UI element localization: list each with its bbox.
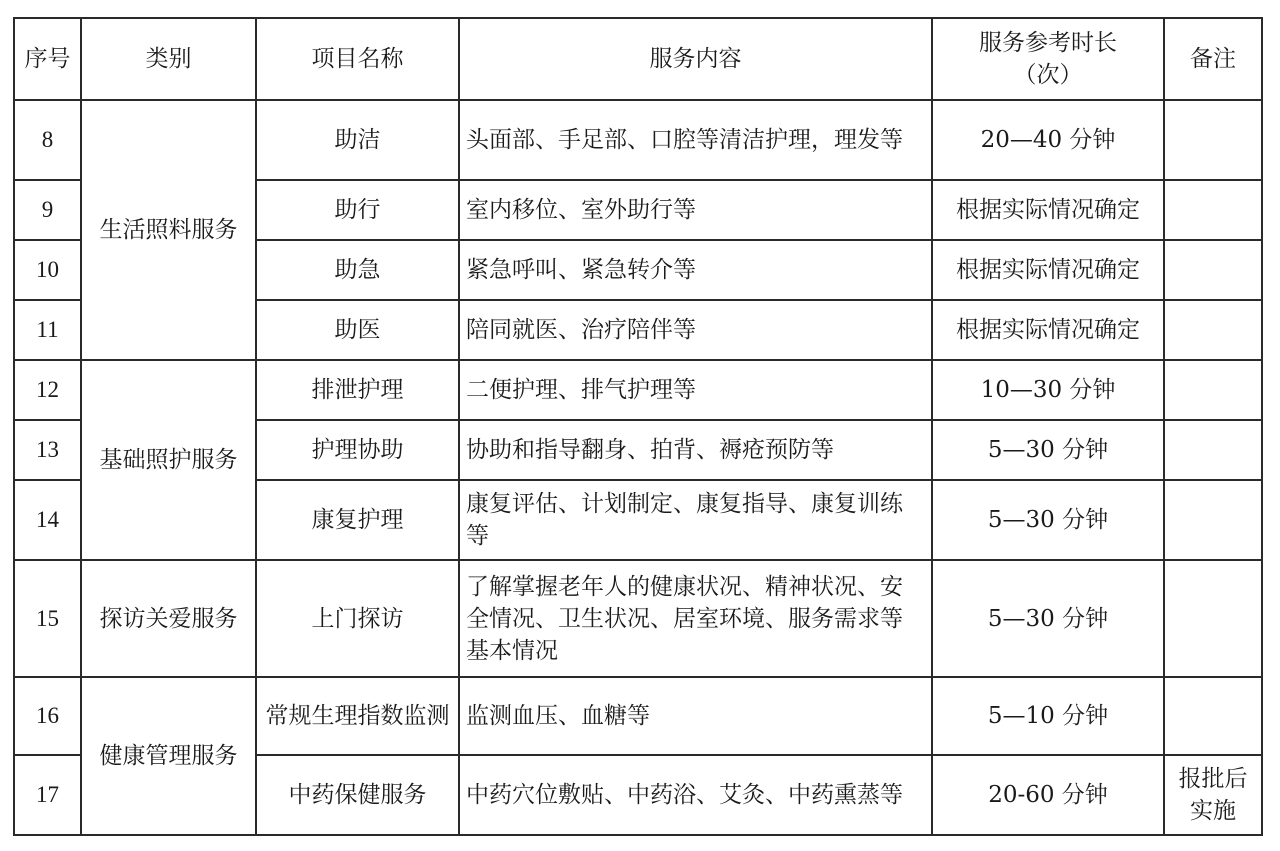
row-duration: 根据实际情况确定 <box>932 180 1164 240</box>
row-duration: 5—30 分钟 <box>932 480 1164 560</box>
row-remark <box>1164 240 1262 300</box>
row-seq: 11 <box>14 300 81 360</box>
category-cell: 基础照护服务 <box>81 360 256 560</box>
row-duration: 根据实际情况确定 <box>932 300 1164 360</box>
row-remark <box>1164 420 1262 480</box>
row-duration: 5—10 分钟 <box>932 677 1164 755</box>
table-row <box>14 560 1262 677</box>
category-cell: 健康管理服务 <box>81 677 256 835</box>
row-content: 头面部、手足部、口腔等清洁护理，理发等 <box>459 100 932 180</box>
category-cell: 探访关爱服务 <box>81 560 256 677</box>
row-item: 上门探访 <box>256 560 459 677</box>
row-item: 护理协助 <box>256 420 459 480</box>
row-seq: 12 <box>14 360 81 420</box>
row-content: 室内移位、室外助行等 <box>459 180 932 240</box>
row-item: 助洁 <box>256 100 459 180</box>
row-content: 二便护理、排气护理等 <box>459 360 932 420</box>
category-cell: 生活照料服务 <box>81 100 256 360</box>
row-item: 康复护理 <box>256 480 459 560</box>
row-content: 了解掌握老年人的健康状况、精神状况、安全情况、卫生状况、居室环境、服务需求等基本情况 <box>459 560 932 677</box>
header-remark: 备注 <box>1164 18 1262 100</box>
row-content: 监测血压、血糖等 <box>459 677 932 755</box>
row-seq: 17 <box>14 755 81 835</box>
row-content: 紧急呼叫、紧急转介等 <box>459 240 932 300</box>
service-table <box>13 17 1263 836</box>
row-remark <box>1164 360 1262 420</box>
header-duration-label: 服务参考时长 <box>979 30 1117 56</box>
row-item: 助急 <box>256 240 459 300</box>
row-seq: 9 <box>14 180 81 240</box>
header-seq: 序号 <box>14 18 81 100</box>
header-category: 类别 <box>81 18 256 100</box>
row-item: 助医 <box>256 300 459 360</box>
row-content: 康复评估、计划制定、康复指导、康复训练等 <box>459 480 932 560</box>
row-seq: 15 <box>14 560 81 677</box>
row-seq: 10 <box>14 240 81 300</box>
row-duration: 根据实际情况确定 <box>932 240 1164 300</box>
header-item: 项目名称 <box>256 18 459 100</box>
row-seq: 16 <box>14 677 81 755</box>
table-row <box>14 360 1262 420</box>
row-content: 协助和指导翻身、拍背、褥疮预防等 <box>459 420 932 480</box>
row-remark: 报批后实施 <box>1164 755 1262 835</box>
row-remark <box>1164 560 1262 677</box>
row-remark <box>1164 300 1262 360</box>
row-duration: 5—30 分钟 <box>932 560 1164 677</box>
row-duration: 10—30 分钟 <box>932 360 1164 420</box>
row-seq: 13 <box>14 420 81 480</box>
row-duration: 20-60 分钟 <box>932 755 1164 835</box>
row-duration: 20—40 分钟 <box>932 100 1164 180</box>
header-row <box>14 18 1262 100</box>
row-seq: 14 <box>14 480 81 560</box>
header-content: 服务内容 <box>459 18 932 100</box>
row-duration: 5—30 分钟 <box>932 420 1164 480</box>
table-row <box>14 677 1262 755</box>
row-content: 陪同就医、治疗陪伴等 <box>459 300 932 360</box>
row-item: 常规生理指数监测 <box>256 677 459 755</box>
row-remark <box>1164 100 1262 180</box>
header-duration <box>932 18 1164 100</box>
row-item: 排泄护理 <box>256 360 459 420</box>
row-remark <box>1164 180 1262 240</box>
row-content: 中药穴位敷贴、中药浴、艾灸、中药熏蒸等 <box>459 755 932 835</box>
row-seq: 8 <box>14 100 81 180</box>
row-remark <box>1164 677 1262 755</box>
row-item: 助行 <box>256 180 459 240</box>
header-duration-unit: （次） <box>1013 62 1083 88</box>
row-item: 中药保健服务 <box>256 755 459 835</box>
table-row <box>14 100 1262 180</box>
row-remark <box>1164 480 1262 560</box>
